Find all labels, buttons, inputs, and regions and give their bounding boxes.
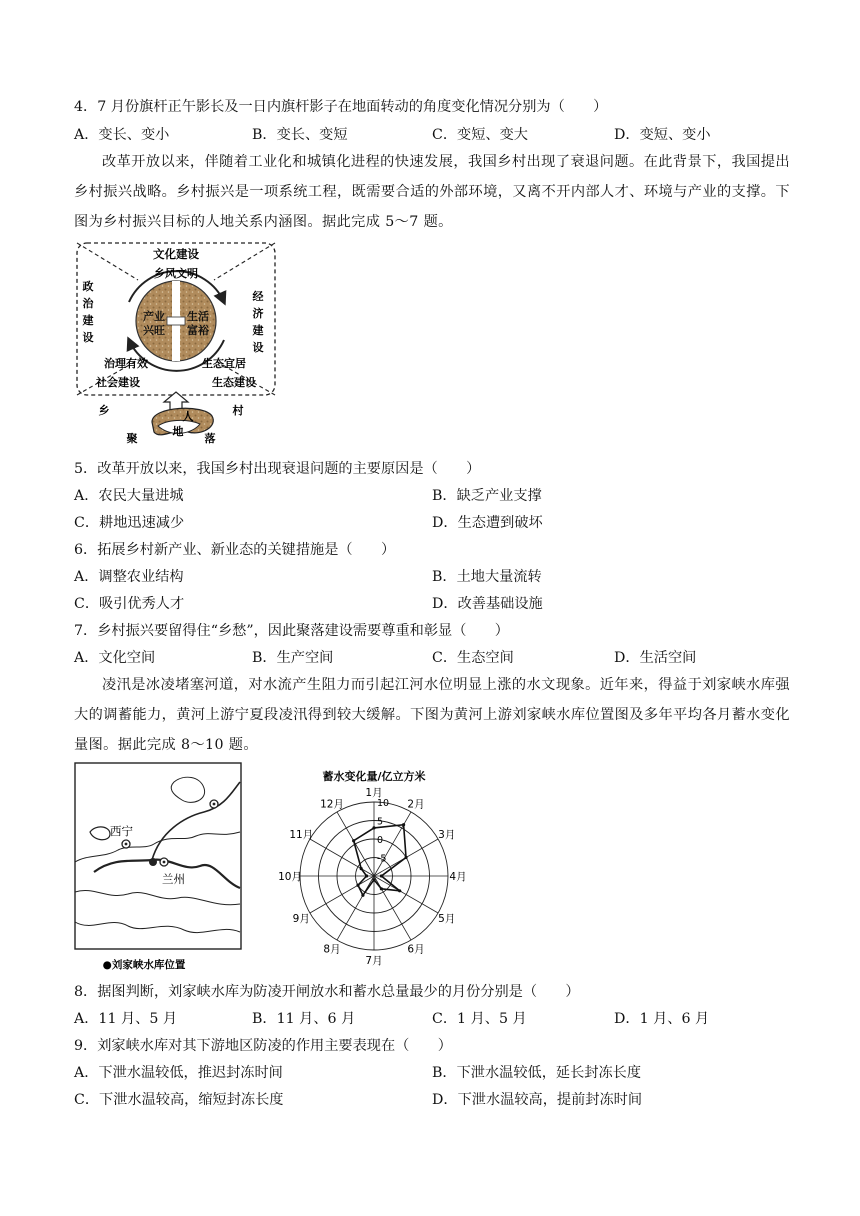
q4-option-c: C．变短、变大 [432, 127, 528, 143]
label-livable: 生态宜居 [202, 357, 246, 370]
radar-month-label: 10月 [278, 871, 302, 883]
label-economy-1: 经 [252, 290, 264, 303]
radar-month-label: 1月 [365, 787, 383, 799]
radar-month-label: 5月 [438, 913, 456, 925]
liujiaxia-location-map [74, 762, 244, 974]
radar-month-label: 2月 [407, 798, 425, 811]
radar-data-point [356, 884, 359, 887]
label-politics-1: 政 [82, 280, 94, 293]
q7-stem: 7．乡村振兴要留得住“乡愁”，因此聚落建设需要尊重和彰显（ ） [74, 623, 509, 639]
radar-tick-label: 5 [377, 816, 384, 828]
radar-spoke [337, 876, 374, 940]
radar-data-point [360, 867, 363, 870]
q5-option-b: B．缺乏产业支撑 [432, 488, 542, 504]
radar-data-point [352, 839, 355, 842]
radar-month-label: 6月 [407, 943, 425, 956]
q9-option-d: D．下泄水温较高，提前封冻时间 [432, 1092, 643, 1108]
q6-stem: 6．拓展乡村新产业、新业态的关键措施是（ ） [74, 542, 396, 558]
radar-spoke [310, 839, 374, 876]
map-caption: ●刘家峡水库位置 [102, 959, 186, 971]
label-economy-4: 设 [252, 341, 264, 354]
q6-option-a: A．调整农业结构 [74, 569, 184, 585]
q5-option-a: A．农民大量进城 [74, 488, 184, 504]
radar-tick-label: -5 [377, 853, 387, 865]
q9-option-a: A．下泄水温较低，推迟封冻时间 [74, 1065, 283, 1081]
label-ju: 聚 [126, 432, 138, 445]
q4-option-a: A．变长、变小 [74, 127, 170, 143]
radar-month-label: 11月 [289, 829, 314, 841]
label-life-2: 富裕 [187, 324, 209, 337]
q8-stem: 8．据图判断，刘家峡水库为防凌开闸放水和蓄水总量最少的月份分别是（ ） [74, 984, 580, 1000]
q6-option-b: B．土地大量流转 [432, 569, 542, 585]
label-industry-2: 兴旺 [143, 324, 165, 337]
label-politics-2: 治 [82, 297, 94, 310]
label-ecology: 生态建设 [212, 376, 256, 389]
q5-option-d: D．生态遭到破坏 [432, 515, 543, 531]
passage-ice-flood: 凌汛是冰凌堵塞河道，对水流产生阻力而引起江河水位明显上涨的水文现象。近年来，得益于刘家峡水库强大的调蓄能力，黄河上游宁夏段凌汛得到较大缓解。下图为黄河上游刘家峡水库位置图及多年平均各月蓄水变化量图。据此完成 8～10 题。 [74, 677, 790, 753]
q7-option-a: A．文化空间 [74, 650, 156, 666]
passage-rural-revitalization: 改革开放以来，伴随着工业化和城镇化进程的快速发展，我国乡村出现了衰退问题。在此背景下，我国提出乡村振兴战略。乡村振兴是一项系统工程，既需要合适的外部环境，又离不开内部人才、环境与产业的支撑。下图为乡村振兴目标的人地关系内涵图。据此完成 5～7 题。 [74, 154, 790, 230]
q7-option-d: D．生活空间 [614, 650, 697, 666]
radar-month-label: 4月 [449, 871, 467, 883]
q8-option-d: D．1 月、6 月 [614, 1011, 710, 1027]
radar-spoke [374, 876, 438, 913]
radar-data-point [404, 856, 407, 859]
radar-data-point [398, 889, 401, 892]
q9-stem: 9．刘家峡水库对其下游地区防凌的作用主要表现在（ ） [74, 1038, 452, 1054]
label-life-1: 生活 [187, 310, 209, 323]
q4-option-b: B．变长、变短 [252, 127, 348, 143]
q8-option-b: B．11 月、6 月 [252, 1011, 356, 1027]
radar-title: 蓄水变化量/亿立方米 [322, 770, 426, 783]
radar-month-label: 9月 [292, 913, 310, 925]
label-luo: 落 [204, 432, 216, 445]
label-politics-3: 建 [82, 314, 94, 327]
label-xiang: 乡 [98, 404, 110, 417]
label-lanzhou: 兰州 [162, 872, 185, 886]
radar-tick-label: 0 [377, 835, 384, 846]
q8-option-a: A．11 月、5 月 [74, 1011, 178, 1027]
label-xining: 西宁 [110, 824, 133, 838]
radar-tick-label: 10 [377, 798, 390, 809]
q7-option-b: B．生产空间 [252, 650, 334, 666]
label-economy-3: 建 [252, 324, 264, 337]
radar-data-point [361, 894, 364, 897]
label-culture: 文化建设 [153, 247, 199, 261]
radar-data-point [372, 826, 375, 829]
q9-option-c: C．下泄水温较高，缩短封冻长度 [74, 1092, 284, 1108]
q7-option-c: C．生态空间 [432, 650, 514, 666]
q5-stem: 5．改革开放以来，我国乡村出现衰退问题的主要原因是（ ） [74, 461, 481, 477]
radar-data-point [380, 887, 383, 890]
radar-month-label: 12月 [320, 798, 344, 811]
radar-data-point [402, 823, 405, 826]
radar-data-point [380, 874, 383, 877]
label-civility: 乡风文明 [154, 267, 198, 280]
radar-data-point [365, 874, 368, 877]
label-land: 地 [172, 425, 184, 438]
q6-option-d: D．改善基础设施 [432, 596, 543, 612]
rural-revitalization-diagram [74, 240, 280, 450]
label-society: 社会建设 [96, 376, 140, 389]
q5-option-c: C．耕地迅速减少 [74, 515, 185, 531]
q9-option-b: B．下泄水温较低，延长封冻长度 [432, 1065, 642, 1081]
liujiaxia-reservoir-dot [149, 858, 157, 866]
label-economy-2: 济 [252, 307, 264, 320]
label-politics-4: 设 [82, 331, 94, 344]
radar-month-label: 8月 [323, 943, 341, 956]
radar-month-label: 3月 [438, 829, 456, 841]
q4-stem: 4．7 月份旗杆正午影长及一日内旗杆影子在地面转动的角度变化情况分别为（ ） [74, 99, 608, 115]
storage-change-radar-chart [270, 766, 490, 967]
label-people: 人 [182, 410, 194, 423]
q8-option-c: C．1 月、5 月 [432, 1011, 527, 1027]
label-industry-1: 产业 [143, 310, 165, 323]
radar-spoke [337, 812, 374, 876]
label-cun: 村 [232, 404, 244, 417]
label-governance: 治理有效 [104, 357, 148, 370]
q4-option-d: D．变短、变小 [614, 127, 711, 143]
radar-month-label: 7月 [365, 955, 383, 967]
q6-option-c: C．吸引优秀人才 [74, 596, 185, 612]
radar-data-point [372, 878, 375, 881]
